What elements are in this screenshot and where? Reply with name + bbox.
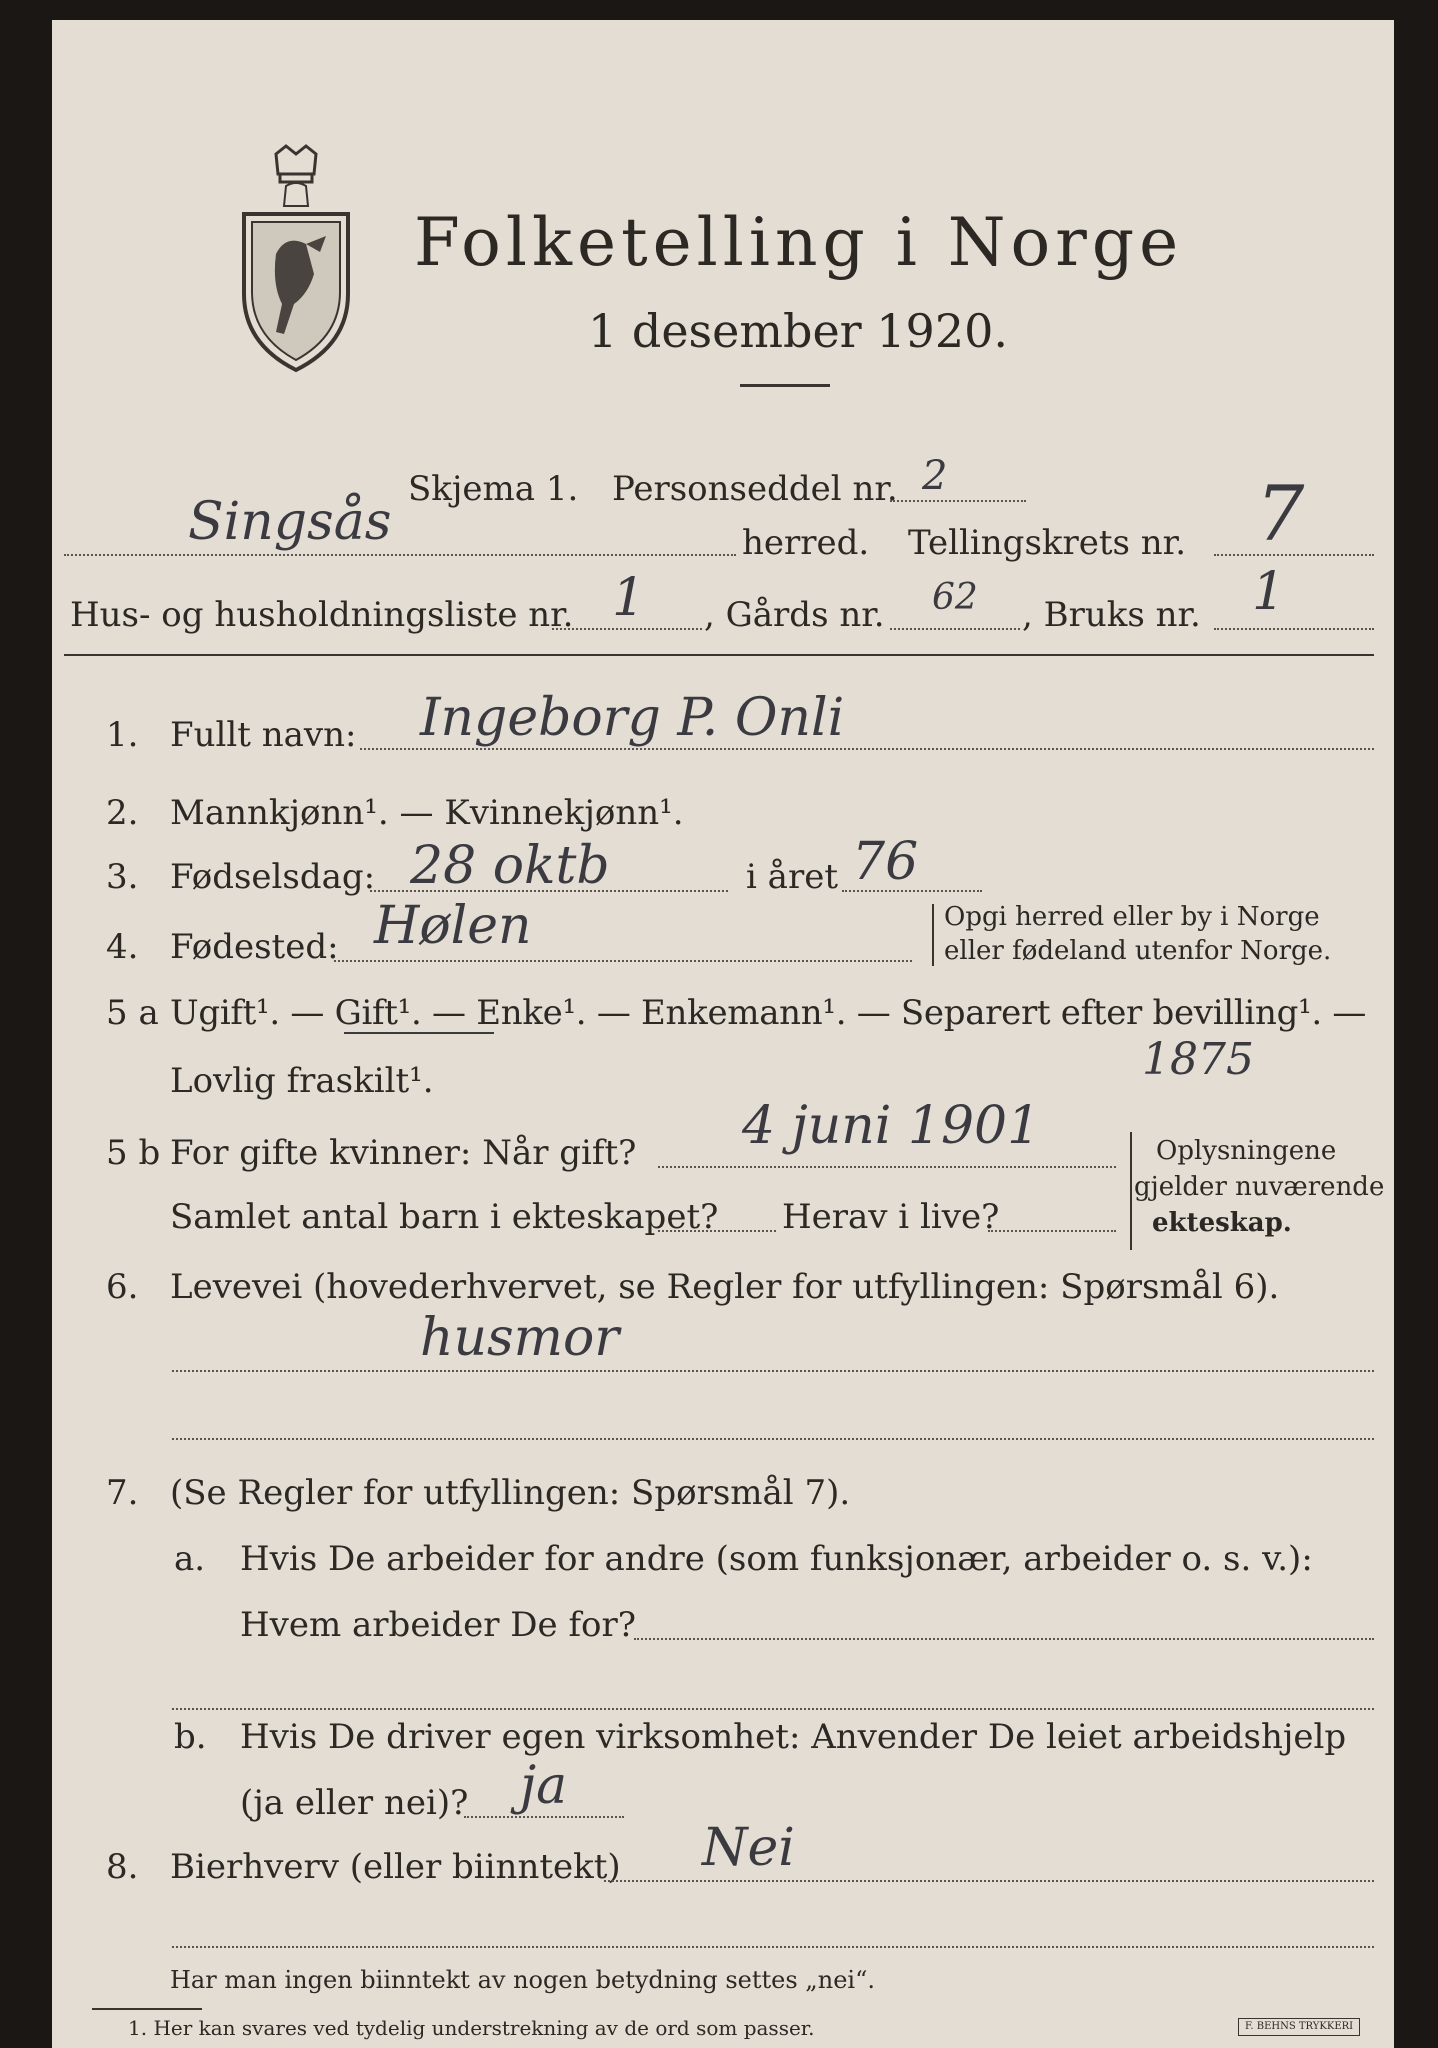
q5b-note-1: Oplysningene: [1156, 1136, 1337, 1166]
q4-value: Hølen: [374, 896, 532, 956]
q4-note-1: Opgi herred eller by i Norge: [944, 902, 1320, 932]
q5b-value: 4 juni 1901: [742, 1096, 1041, 1156]
q5a-label-2: Lovlig fraskilt¹.: [170, 1061, 434, 1101]
q5b-label-2: Samlet antal barn i ekteskapet?: [170, 1197, 719, 1237]
q2-number: 2.: [106, 793, 139, 833]
q3-value: 28 oktb: [410, 836, 610, 896]
q7-label: (Se Regler for utfyllingen: Spørsmål 7).: [170, 1473, 851, 1513]
q8-label: Bierhverv (eller biinntekt): [170, 1847, 621, 1887]
q6-number: 6.: [106, 1267, 139, 1307]
census-date: 1 desember 1920.: [588, 304, 1008, 358]
tellingskrets-label: Tellingskrets nr.: [908, 523, 1187, 563]
q6-value: husmor: [420, 1308, 620, 1368]
schema-label: Skjema 1.: [408, 469, 579, 509]
printer-stamp: F. BEHNS TRYKKERI: [1238, 2018, 1360, 2036]
q5a-label: Ugift¹. — Gift¹. — Enke¹. — Enkemann¹. — Separert efter bevilling¹. —: [170, 993, 1367, 1033]
census-form: [52, 20, 1394, 2048]
q7b-label-2: (ja eller nei)?: [240, 1783, 469, 1823]
q4-label: Fødested:: [170, 927, 339, 967]
q7-number: 7.: [106, 1473, 139, 1513]
personseddel-value: 2: [922, 453, 948, 499]
form-title: Folketelling i Norge: [414, 204, 1184, 281]
q3-year-value: 76: [852, 832, 919, 892]
q7b-value: ja: [520, 1756, 568, 1816]
footnote: 1. Her kan svares ved tydelig understrekning av de ord som passer.: [128, 2016, 815, 2040]
q4-note-2: eller fødeland utenfor Norge.: [944, 936, 1332, 966]
herred-label: herred.: [742, 523, 870, 563]
title-divider: [740, 384, 830, 387]
q5b-note-3: ekteskap.: [1152, 1208, 1292, 1238]
q3-number: 3.: [106, 857, 139, 897]
q2-label: Mannkjønn¹. — Kvinnekjønn¹.: [170, 793, 684, 833]
q1-label: Fullt navn:: [170, 715, 357, 755]
header-rule: [64, 654, 1374, 656]
q7a-label-2: Hvem arbeider De for?: [240, 1605, 636, 1645]
q5b-label: For gifte kvinner: Når gift?: [170, 1133, 637, 1173]
q7a-letter: a.: [174, 1539, 206, 1579]
husliste-label: Hus- og husholdningsliste nr.: [70, 595, 574, 635]
q1-number: 1.: [106, 715, 139, 755]
bruks-value: 1: [1252, 562, 1286, 622]
q5b-note-2: gjelder nuværende: [1134, 1172, 1385, 1202]
coat-of-arms-icon: [236, 144, 356, 374]
q3-year-label: i året: [746, 857, 838, 897]
q1-value: Ingeborg P. Onli: [420, 688, 845, 748]
footnote-rule: [92, 2008, 202, 2010]
personseddel-label: Personseddel nr.: [612, 469, 898, 509]
footer-note: Har man ingen biinntekt av nogen betydning settes „nei“.: [170, 1966, 875, 1994]
q5b-number: 5 b: [106, 1133, 161, 1173]
tellingskrets-value: 7: [1256, 469, 1305, 558]
q5b-label-3: Herav i live?: [782, 1197, 1000, 1237]
husliste-value: 1: [612, 568, 646, 628]
q4-number: 4.: [106, 927, 139, 967]
q6-label: Levevei (hovederhvervet, se Regler for utfyllingen: Spørsmål 6).: [170, 1267, 1280, 1307]
q7b-label: Hvis De driver egen virksomhet: Anvender De leiet arbeidshjelp: [240, 1717, 1347, 1757]
gards-label: , Gårds nr.: [704, 595, 885, 635]
q5a-margin-note: 1875: [1142, 1034, 1254, 1085]
q5a-number: 5 a: [106, 993, 159, 1033]
gift-underline: [344, 1032, 494, 1034]
q8-value: Nei: [702, 1818, 795, 1878]
q7b-letter: b.: [174, 1717, 207, 1757]
herred-value: Singsås: [188, 492, 392, 552]
gards-value: 62: [932, 577, 978, 618]
q3-label: Fødselsdag:: [170, 857, 376, 897]
q8-number: 8.: [106, 1847, 139, 1887]
q7a-label: Hvis De arbeider for andre (som funksjonær, arbeider o. s. v.):: [240, 1539, 1313, 1579]
bruks-label: , Bruks nr.: [1022, 595, 1201, 635]
